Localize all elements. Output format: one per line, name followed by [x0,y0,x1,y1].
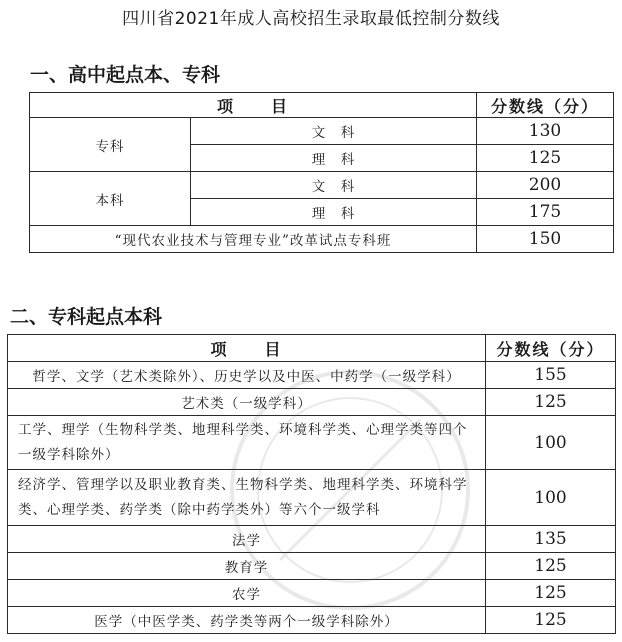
item-cell: 哲学、文学（艺术类除外）、历史学以及中医、中药学（一级学科） [8,362,486,389]
score-cell: 175 [477,199,614,226]
pilot-label: “现代农业技术与管理专业”改革试点专科班 [30,226,477,253]
table-row [30,226,614,253]
item-cell: 农学 [8,580,486,607]
table-row [8,580,616,607]
section2-heading: 二、专科起点本科 [10,306,163,328]
table-row [8,389,616,416]
header-item: 项 目 [8,335,486,362]
table-row [8,607,616,634]
score-cell: 135 [486,526,616,553]
score-cell: 125 [486,389,616,416]
score-cell: 100 [486,470,616,526]
score-cell: 125 [486,607,616,634]
table-row [8,470,616,526]
item-cell: 法学 [8,526,486,553]
section1-heading: 一、高中起点本、专科 [30,64,221,86]
subject-cell: 理 科 [191,199,477,226]
table-row [8,526,616,553]
table-row [30,172,614,199]
subject-cell: 文 科 [191,172,477,199]
header-score: 分数线（分） [477,93,614,118]
table-header-row [30,93,614,118]
score-cell: 200 [477,172,614,199]
subject-cell: 理 科 [191,145,477,172]
group-label: 本科 [30,172,191,226]
table-row [8,416,616,470]
score-cell: 100 [486,416,616,470]
table-row [30,118,614,145]
score-cell: 155 [486,362,616,389]
header-score: 分数线（分） [486,335,616,362]
score-cell: 130 [477,118,614,145]
score-cell: 125 [486,553,616,580]
group-label: 专科 [30,118,191,172]
item-cell: 教育学 [8,553,486,580]
section2-table [7,334,616,634]
score-cell: 125 [477,145,614,172]
table-row [8,553,616,580]
score-cell: 150 [477,226,614,253]
item-cell: 工学、理学（生物科学类、地理科学类、环境科学类、心理学类等四个一级学科除外） [8,416,486,470]
score-cell: 125 [486,580,616,607]
item-cell: 经济学、管理学以及职业教育类、生物科学类、地理科学类、环境科学类、心理学类、药学类（除中药学类外）等六个一级学科 [8,470,486,526]
table-header-row [8,335,616,362]
item-cell: 医学（中医学类、药学类等两个一级学科除外） [8,607,486,634]
header-item: 项 目 [30,93,477,118]
document-title: 四川省2021年成人高校招生录取最低控制分数线 [122,9,500,29]
item-cell: 艺术类（一级学科） [8,389,486,416]
section1-table [29,92,614,253]
subject-cell: 文 科 [191,118,477,145]
table-row [8,362,616,389]
